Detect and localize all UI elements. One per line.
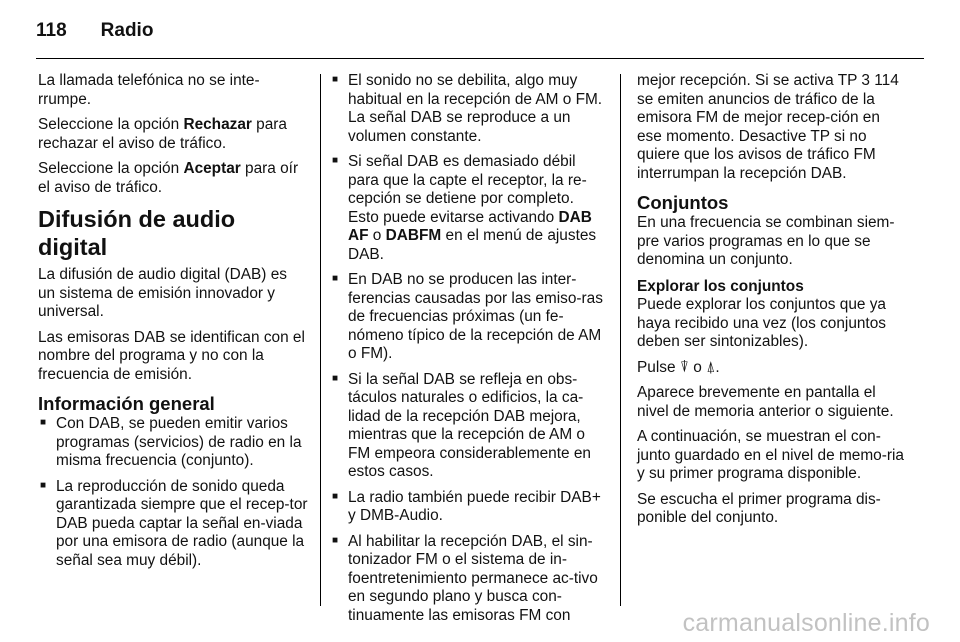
paragraph: Aparece brevemente en pantalla el nivel de memoria anterior o siguiente. [637, 384, 894, 420]
paragraph: mejor recepción. Si se activa TP 3 114 se emiten anuncios de tráfico de la emisora FM de mejor recep-ción en ese momento. Desactive TP si no quiere que los avisos de tráfico FM interrumpan la recepción DAB. [637, 72, 899, 182]
column-2 [330, 72, 604, 632]
page-reference-icon: 3 [861, 72, 870, 89]
page-title: Radio [100, 20, 154, 41]
list-item: ■ En DAB no se producen las inter-ferencias causadas por las emiso-ras de frecuencias próximas (un fe-nómeno típico de la recepción de AM o FM). [330, 271, 604, 364]
paragraph: Se escucha el primer programa dis-ponible del conjunto. [637, 490, 881, 526]
option-rechazar: Rechazar [183, 116, 252, 133]
option-aceptar: Aceptar [183, 160, 241, 177]
paragraph: Seleccione la opción Aceptar para oír el aviso de tráfico. [38, 160, 299, 196]
column-divider-2 [620, 74, 621, 606]
subheading-informacion-general: Información general [38, 393, 215, 414]
setting-dabfm: DABFM [385, 227, 442, 244]
column-divider-1 [320, 74, 321, 606]
section-heading-dab: Difusión de audio digital [38, 206, 236, 260]
page-number: 118 [36, 20, 67, 41]
paragraph: Pulse ⍒ o ⍋. [637, 358, 720, 376]
list-item: ■ Con DAB, se pueden emitir varios programas (servicios) de radio en la misma frecuencia (conjunto). [38, 415, 308, 471]
list-item: ■ Si la señal DAB se refleja en obs-táculos naturales o edificios, la ca-lidad de la recepción DAB mejora, mientras que la recepción de AM o FM empeora considerablemente en estos casos. [330, 371, 604, 482]
paragraph: En una frecuencia se combinan siem-pre varios programas en lo que se denomina un conjunto. [637, 214, 895, 268]
list-item: ■ La radio también puede recibir DAB+ y DMB-Audio. [330, 489, 604, 526]
page-header [36, 20, 153, 42]
paragraph: Las emisoras DAB se identifican con el nombre del programa y no con la frecuencia de emisión. [38, 328, 305, 383]
list-item: ■ El sonido no se debilita, algo muy habitual en la recepción de AM o FM. La señal DAB se reproduce a un volumen constante. [330, 72, 604, 146]
bullet-list [330, 72, 604, 625]
paragraph: Puede explorar los conjuntos que ya haya recibido una vez (los conjuntos deben ser sintonizables). [637, 296, 886, 350]
list-item: ■ Si señal DAB es demasiado débil para que la capte el receptor, la re-cepción se detiene por completo. Esto puede evitarse activando DAB AF o DABFM en el menú de ajustes DAB. [330, 153, 604, 264]
bullet-list [38, 415, 308, 570]
setting-dab-af: DAB AF [348, 208, 592, 244]
paragraph: A continuación, se muestran el con-junto guardado en el nivel de memo-ria y su primer programa disponible. [637, 428, 904, 482]
paragraph: La difusión de audio digital (DAB) es un sistema de emisión innovador y universal. [38, 266, 287, 320]
header-rule [36, 58, 924, 59]
list-item: ■ Al habilitar la recepción DAB, el sin-tonizador FM o el sistema de in-foentretenimiento permanece ac-tivo en segundo plano y busca con-tinuamente las emisoras FM con [330, 533, 604, 626]
column-1 [38, 72, 308, 577]
subheading-conjuntos: Conjuntos [637, 192, 729, 213]
column-3 [637, 72, 907, 535]
paragraph: Seleccione la opción Rechazar para rechazar el aviso de tráfico. [38, 116, 287, 152]
button-down-icon: ⍒ [679, 358, 690, 376]
subheading-explorar-conjuntos: Explorar los conjuntos [637, 277, 804, 295]
button-up-icon: ⍋ [706, 358, 716, 376]
watermark: carmanualsonline.info [682, 609, 930, 637]
list-item: ■ La reproducción de sonido queda garantizada siempre que el recep-tor DAB pueda captar la señal en-viada por una emisora de radio (aunque la señal sea muy débil). [38, 478, 308, 571]
paragraph: La llamada telefónica no se inte-rrumpe. [38, 72, 260, 108]
